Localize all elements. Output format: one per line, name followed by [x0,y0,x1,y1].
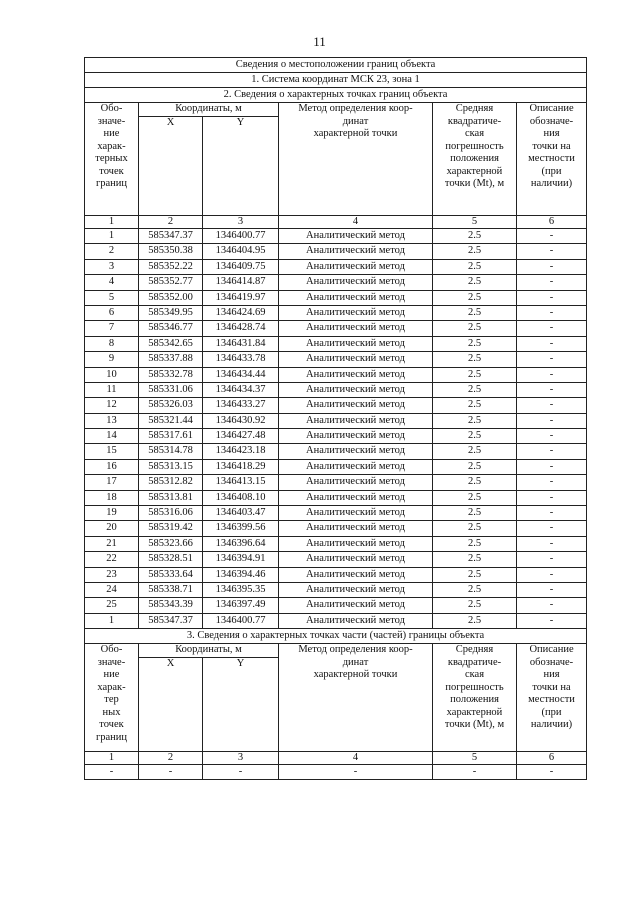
method-cell: Аналитический метод [279,290,433,305]
accuracy-cell: 2.5 [433,613,517,628]
description-cell: - [517,336,587,351]
section-3-empty-row [85,765,587,780]
y-coordinate-cell: 1346434.44 [203,367,279,382]
section-2-heading: 2. Сведения о характерных точках границ объекта [85,88,587,103]
page-number: 11 [313,34,326,49]
y-coordinate-cell: 1346400.77 [203,229,279,244]
accuracy-cell: 2.5 [433,490,517,505]
method-cell: Аналитический метод [279,413,433,428]
y-coordinate-cell: 1346434.37 [203,382,279,397]
header3-x: X [139,658,203,752]
description-cell: - [517,536,587,551]
x-coordinate-cell: 585328.51 [139,552,203,567]
accuracy-cell: 2.5 [433,475,517,490]
accuracy-cell: 2.5 [433,229,517,244]
description-cell: - [517,259,587,274]
empty-cell: - [517,765,587,780]
col-number-5: 5 [433,216,517,229]
method-cell: Аналитический метод [279,244,433,259]
description-cell: - [517,459,587,474]
point-number-cell: 23 [85,567,139,582]
method-cell: Аналитический метод [279,367,433,382]
header-x: X [139,117,203,216]
table-row [85,506,587,521]
y-coordinate-cell: 1346423.18 [203,444,279,459]
x-coordinate-cell: 585352.22 [139,259,203,274]
point-number-cell: 24 [85,582,139,597]
y-coordinate-cell: 1346428.74 [203,321,279,336]
description-cell: - [517,275,587,290]
x-coordinate-cell: 585331.06 [139,382,203,397]
x-coordinate-cell: 585338.71 [139,582,203,597]
method-cell: Аналитический метод [279,259,433,274]
header3-description: Описание обозначе- ния точки на местности (при наличии) [517,644,587,752]
method-cell: Аналитический метод [279,459,433,474]
x-coordinate-cell: 585349.95 [139,305,203,320]
col-number-2: 2 [139,216,203,229]
x-coordinate-cell: 585337.88 [139,352,203,367]
point-number-cell: 5 [85,290,139,305]
accuracy-cell: 2.5 [433,321,517,336]
description-cell: - [517,321,587,336]
y-coordinate-cell: 1346433.78 [203,352,279,367]
accuracy-cell: 2.5 [433,244,517,259]
x-coordinate-cell: 585312.82 [139,475,203,490]
accuracy-cell: 2.5 [433,259,517,274]
method-cell: Аналитический метод [279,490,433,505]
method-cell: Аналитический метод [279,521,433,536]
description-cell: - [517,244,587,259]
table-row [85,582,587,597]
table-row [85,567,587,582]
empty-cell: - [139,765,203,780]
table-row [85,490,587,505]
y-coordinate-cell: 1346418.29 [203,459,279,474]
table-row [85,290,587,305]
table-row [85,598,587,613]
point-number-cell: 15 [85,444,139,459]
header-method: Метод определения коор- динат характерной точки [279,103,433,216]
table-row [85,429,587,444]
point-number-cell: 9 [85,352,139,367]
point-number-cell: 1 [85,613,139,628]
table-row [85,275,587,290]
method-cell: Аналитический метод [279,336,433,351]
accuracy-cell: 2.5 [433,521,517,536]
table-row [85,398,587,413]
table-row [85,536,587,551]
x-coordinate-cell: 585314.78 [139,444,203,459]
table-title: Сведения о местоположении границ объекта [85,58,587,73]
description-cell: - [517,290,587,305]
description-cell: - [517,382,587,397]
description-cell: - [517,598,587,613]
point-number-cell: 6 [85,305,139,320]
y-coordinate-cell: 1346433.27 [203,398,279,413]
method-cell: Аналитический метод [279,352,433,367]
accuracy-cell: 2.5 [433,429,517,444]
y-coordinate-cell: 1346400.77 [203,613,279,628]
header-y: Y [203,117,279,216]
point-number-cell: 8 [85,336,139,351]
col-number-6: 6 [517,216,587,229]
description-cell: - [517,521,587,536]
point-number-cell: 1 [85,229,139,244]
x-coordinate-cell: 585347.37 [139,613,203,628]
x-coordinate-cell: 585342.65 [139,336,203,351]
accuracy-cell: 2.5 [433,506,517,521]
header-point-label: Обо- значе- ние харак- терных точек границ [85,103,139,216]
accuracy-cell: 2.5 [433,413,517,428]
method-cell: Аналитический метод [279,382,433,397]
y-coordinate-cell: 1346397.49 [203,598,279,613]
x-coordinate-cell: 585332.78 [139,367,203,382]
description-cell: - [517,367,587,382]
x-coordinate-cell: 585333.64 [139,567,203,582]
table-row [85,552,587,567]
method-cell: Аналитический метод [279,613,433,628]
header-description: Описание обозначе- ния точки на местности (при наличии) [517,103,587,216]
method-cell: Аналитический метод [279,506,433,521]
table-row [85,259,587,274]
accuracy-cell: 2.5 [433,552,517,567]
x-coordinate-cell: 585313.81 [139,490,203,505]
description-cell: - [517,444,587,459]
y-coordinate-cell: 1346431.84 [203,336,279,351]
description-cell: - [517,613,587,628]
accuracy-cell: 2.5 [433,582,517,597]
empty-cell: - [203,765,279,780]
col-number-3: 3 [203,216,279,229]
y-coordinate-cell: 1346413.15 [203,475,279,490]
empty-cell: - [433,765,517,780]
accuracy-cell: 2.5 [433,598,517,613]
y-coordinate-cell: 1346399.56 [203,521,279,536]
point-number-cell: 16 [85,459,139,474]
x-coordinate-cell: 585346.77 [139,321,203,336]
accuracy-cell: 2.5 [433,567,517,582]
accuracy-cell: 2.5 [433,367,517,382]
method-cell: Аналитический метод [279,305,433,320]
table-row [85,229,587,244]
method-cell: Аналитический метод [279,398,433,413]
x-coordinate-cell: 585347.37 [139,229,203,244]
table-row [85,352,587,367]
accuracy-cell: 2.5 [433,336,517,351]
table-row [85,459,587,474]
description-cell: - [517,398,587,413]
y-coordinate-cell: 1346396.64 [203,536,279,551]
table-row [85,321,587,336]
x-coordinate-cell: 585321.44 [139,413,203,428]
table-row [85,382,587,397]
method-cell: Аналитический метод [279,598,433,613]
y-coordinate-cell: 1346408.10 [203,490,279,505]
col3-number-4: 4 [279,752,433,765]
accuracy-cell: 2.5 [433,444,517,459]
x-coordinate-cell: 585352.00 [139,290,203,305]
table-row [85,444,587,459]
col3-number-6: 6 [517,752,587,765]
method-cell: Аналитический метод [279,567,433,582]
method-cell: Аналитический метод [279,536,433,551]
method-cell: Аналитический метод [279,429,433,444]
y-coordinate-cell: 1346403.47 [203,506,279,521]
table-row [85,475,587,490]
boundary-table [84,57,587,780]
table-row [85,367,587,382]
table-row [85,521,587,536]
description-cell: - [517,567,587,582]
x-coordinate-cell: 585350.38 [139,244,203,259]
accuracy-cell: 2.5 [433,290,517,305]
x-coordinate-cell: 585313.15 [139,459,203,474]
col-number-4: 4 [279,216,433,229]
header3-coordinates: Координаты, м [139,644,279,658]
table-row [85,613,587,628]
accuracy-cell: 2.5 [433,275,517,290]
accuracy-cell: 2.5 [433,398,517,413]
point-number-cell: 11 [85,382,139,397]
y-coordinate-cell: 1346414.87 [203,275,279,290]
point-number-cell: 21 [85,536,139,551]
y-coordinate-cell: 1346419.97 [203,290,279,305]
col3-number-3: 3 [203,752,279,765]
accuracy-cell: 2.5 [433,352,517,367]
point-number-cell: 14 [85,429,139,444]
point-number-cell: 18 [85,490,139,505]
point-number-cell: 25 [85,598,139,613]
point-number-cell: 12 [85,398,139,413]
description-cell: - [517,352,587,367]
header3-y: Y [203,658,279,752]
table-row [85,244,587,259]
method-cell: Аналитический метод [279,229,433,244]
empty-cell: - [279,765,433,780]
col3-number-2: 2 [139,752,203,765]
table-row [85,413,587,428]
header3-accuracy: Средняя квадратиче- ская погрешность положения характерной точки (Mt), м [433,644,517,752]
section-1-heading: 1. Система координат МСК 23, зона 1 [85,73,587,88]
y-coordinate-cell: 1346395.35 [203,582,279,597]
y-coordinate-cell: 1346430.92 [203,413,279,428]
section-3-heading: 3. Сведения о характерных точках части (частей) границы объекта [85,629,587,644]
method-cell: Аналитический метод [279,582,433,597]
description-cell: - [517,490,587,505]
description-cell: - [517,475,587,490]
description-cell: - [517,552,587,567]
point-number-cell: 3 [85,259,139,274]
description-cell: - [517,229,587,244]
point-number-cell: 20 [85,521,139,536]
point-number-cell: 17 [85,475,139,490]
empty-cell: - [85,765,139,780]
header-accuracy: Средняя квадратиче- ская погрешность положения характерной точки (Mt), м [433,103,517,216]
accuracy-cell: 2.5 [433,305,517,320]
accuracy-cell: 2.5 [433,536,517,551]
col-number-1: 1 [85,216,139,229]
x-coordinate-cell: 585319.42 [139,521,203,536]
description-cell: - [517,582,587,597]
x-coordinate-cell: 585352.77 [139,275,203,290]
point-number-cell: 22 [85,552,139,567]
method-cell: Аналитический метод [279,275,433,290]
col3-number-5: 5 [433,752,517,765]
x-coordinate-cell: 585326.03 [139,398,203,413]
table-row [85,305,587,320]
point-number-cell: 4 [85,275,139,290]
y-coordinate-cell: 1346394.91 [203,552,279,567]
y-coordinate-cell: 1346427.48 [203,429,279,444]
x-coordinate-cell: 585343.39 [139,598,203,613]
point-number-cell: 19 [85,506,139,521]
point-number-cell: 2 [85,244,139,259]
description-cell: - [517,429,587,444]
method-cell: Аналитический метод [279,444,433,459]
point-number-cell: 13 [85,413,139,428]
accuracy-cell: 2.5 [433,459,517,474]
y-coordinate-cell: 1346424.69 [203,305,279,320]
header3-method: Метод определения коор- динат характерной точки [279,644,433,752]
x-coordinate-cell: 585317.61 [139,429,203,444]
point-number-cell: 7 [85,321,139,336]
method-cell: Аналитический метод [279,552,433,567]
y-coordinate-cell: 1346409.75 [203,259,279,274]
y-coordinate-cell: 1346404.95 [203,244,279,259]
header-coordinates: Координаты, м [139,103,279,117]
x-coordinate-cell: 585316.06 [139,506,203,521]
table-row [85,336,587,351]
y-coordinate-cell: 1346394.46 [203,567,279,582]
method-cell: Аналитический метод [279,321,433,336]
description-cell: - [517,305,587,320]
description-cell: - [517,506,587,521]
point-number-cell: 10 [85,367,139,382]
col3-number-1: 1 [85,752,139,765]
x-coordinate-cell: 585323.66 [139,536,203,551]
accuracy-cell: 2.5 [433,382,517,397]
method-cell: Аналитический метод [279,475,433,490]
header3-point-label: Обо- значе- ние харак- тер ных точек границ [85,644,139,752]
description-cell: - [517,413,587,428]
